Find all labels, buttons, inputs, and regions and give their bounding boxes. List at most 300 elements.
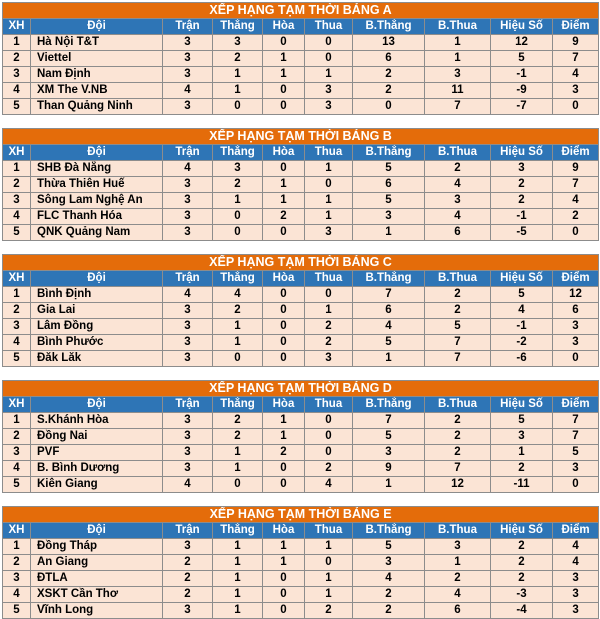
stat-cell: 6 (353, 303, 425, 319)
column-header: Đội (31, 523, 163, 539)
stat-cell: 1 (213, 67, 263, 83)
standings-table-group-d (2, 380, 599, 493)
stat-cell: 3 (553, 319, 599, 335)
stat-cell: -3 (491, 587, 553, 603)
stat-cell: 1 (263, 539, 305, 555)
stat-cell: 2 (213, 413, 263, 429)
team-name: FLC Thanh Hóa (31, 209, 163, 225)
column-header: B.Thua (425, 271, 491, 287)
standings-table-group-a (2, 2, 599, 115)
column-header: Thua (305, 523, 353, 539)
stat-cell: 3 (305, 351, 353, 367)
column-header: Điểm (553, 145, 599, 161)
stat-cell: 0 (263, 335, 305, 351)
table-row (3, 335, 599, 351)
table-row (3, 587, 599, 603)
stat-cell: 2 (353, 603, 425, 619)
stat-cell: 1 (353, 477, 425, 493)
stat-cell: 2 (353, 67, 425, 83)
stat-cell: 2 (491, 555, 553, 571)
column-header: Trận (163, 397, 213, 413)
stat-cell: 4 (425, 177, 491, 193)
stat-cell: 0 (305, 555, 353, 571)
column-header: XH (3, 397, 31, 413)
stat-cell: 3 (213, 35, 263, 51)
stat-cell: 3 (163, 225, 213, 241)
stat-cell: 3 (163, 413, 213, 429)
stat-cell: 1 (213, 555, 263, 571)
stat-cell: 4 (491, 303, 553, 319)
table-row (3, 209, 599, 225)
stat-cell: 3 (353, 209, 425, 225)
stat-cell: 5 (353, 335, 425, 351)
table-row (3, 193, 599, 209)
stat-cell: 4 (3, 335, 31, 351)
column-header: Hòa (263, 145, 305, 161)
team-name: Than Quảng Ninh (31, 99, 163, 115)
stat-cell: 2 (425, 161, 491, 177)
column-header: Điểm (553, 19, 599, 35)
stat-cell: 7 (553, 413, 599, 429)
stat-cell: 4 (305, 477, 353, 493)
stat-cell: 6 (353, 177, 425, 193)
stat-cell: 0 (263, 603, 305, 619)
stat-cell: 12 (491, 35, 553, 51)
stat-cell: 0 (305, 445, 353, 461)
stat-cell: 5 (3, 477, 31, 493)
stat-cell: 3 (553, 335, 599, 351)
stat-cell: 3 (3, 319, 31, 335)
stat-cell: 0 (263, 303, 305, 319)
stat-cell: 0 (305, 35, 353, 51)
stat-cell: 4 (553, 193, 599, 209)
stat-cell: 1 (263, 413, 305, 429)
stat-cell: 3 (553, 587, 599, 603)
column-header: Điểm (553, 397, 599, 413)
stat-cell: 0 (305, 177, 353, 193)
column-header: B.Thua (425, 19, 491, 35)
stat-cell: 7 (353, 413, 425, 429)
stat-cell: 0 (213, 209, 263, 225)
table-row (3, 177, 599, 193)
stat-cell: 7 (425, 99, 491, 115)
stat-cell: 1 (305, 67, 353, 83)
column-header: Trận (163, 19, 213, 35)
column-header: B.Thắng (353, 145, 425, 161)
table-row (3, 555, 599, 571)
stat-cell: 4 (3, 461, 31, 477)
stat-cell: 1 (305, 539, 353, 555)
stat-cell: 1 (305, 303, 353, 319)
stat-cell: -2 (491, 335, 553, 351)
stat-cell: 3 (305, 99, 353, 115)
stat-cell: 2 (553, 209, 599, 225)
stat-cell: 1 (213, 319, 263, 335)
column-header: Hòa (263, 523, 305, 539)
team-name: Nam Định (31, 67, 163, 83)
column-header: Đội (31, 145, 163, 161)
column-header: XH (3, 271, 31, 287)
stat-cell: 5 (425, 319, 491, 335)
stat-cell: 0 (305, 413, 353, 429)
stat-cell: 5 (353, 193, 425, 209)
column-header: Trận (163, 523, 213, 539)
table-row (3, 429, 599, 445)
standings-table-group-e (2, 506, 599, 619)
stat-cell: 1 (213, 193, 263, 209)
stat-cell: 1 (213, 83, 263, 99)
column-header: Trận (163, 271, 213, 287)
header-row (3, 19, 599, 35)
stat-cell: 3 (425, 539, 491, 555)
stat-cell: 0 (263, 461, 305, 477)
stat-cell: 3 (553, 603, 599, 619)
stat-cell: 7 (553, 51, 599, 67)
stat-cell: 0 (353, 99, 425, 115)
table-row (3, 225, 599, 241)
team-name: Hà Nội T&T (31, 35, 163, 51)
group-title: XẾP HẠNG TẠM THỜI BẢNG D (3, 381, 599, 397)
stat-cell: 2 (163, 587, 213, 603)
stat-cell: 4 (213, 287, 263, 303)
table-row (3, 83, 599, 99)
stat-cell: -1 (491, 209, 553, 225)
stat-cell: 1 (425, 555, 491, 571)
stat-cell: -9 (491, 83, 553, 99)
group-title: XẾP HẠNG TẠM THỜI BẢNG A (3, 3, 599, 19)
column-header: Thắng (213, 19, 263, 35)
stat-cell: 7 (425, 335, 491, 351)
team-name: Bình Phước (31, 335, 163, 351)
stat-cell: 1 (3, 413, 31, 429)
column-header: B.Thắng (353, 271, 425, 287)
table-spacer (2, 367, 598, 380)
stat-cell: 3 (163, 51, 213, 67)
stat-cell: 6 (553, 303, 599, 319)
stat-cell: 3 (553, 571, 599, 587)
column-header: Hiệu Số (491, 397, 553, 413)
stat-cell: 1 (263, 555, 305, 571)
table-row (3, 571, 599, 587)
team-name: B. Bình Dương (31, 461, 163, 477)
stat-cell: 1 (3, 539, 31, 555)
column-header: B.Thắng (353, 19, 425, 35)
table-row (3, 67, 599, 83)
stat-cell: 3 (163, 303, 213, 319)
stat-cell: 7 (425, 351, 491, 367)
column-header: Điểm (553, 271, 599, 287)
stat-cell: 4 (163, 287, 213, 303)
table-row (3, 539, 599, 555)
stat-cell: 3 (553, 461, 599, 477)
stat-cell: 2 (425, 303, 491, 319)
table-row (3, 99, 599, 115)
stat-cell: 0 (553, 99, 599, 115)
stat-cell: 5 (491, 413, 553, 429)
stat-cell: 2 (425, 413, 491, 429)
stat-cell: 2 (263, 209, 305, 225)
team-name: SHB Đà Nẵng (31, 161, 163, 177)
table-row (3, 461, 599, 477)
stat-cell: 3 (3, 445, 31, 461)
stat-cell: 2 (425, 429, 491, 445)
stat-cell: 3 (305, 83, 353, 99)
stat-cell: -1 (491, 319, 553, 335)
stat-cell: 1 (353, 351, 425, 367)
column-header: B.Thua (425, 523, 491, 539)
team-name: Viettel (31, 51, 163, 67)
stat-cell: 1 (3, 287, 31, 303)
stat-cell: 1 (305, 161, 353, 177)
stat-cell: 1 (263, 51, 305, 67)
column-header: XH (3, 145, 31, 161)
stat-cell: 5 (553, 445, 599, 461)
stat-cell: 3 (163, 319, 213, 335)
stat-cell: 3 (163, 603, 213, 619)
stat-cell: -11 (491, 477, 553, 493)
stat-cell: 4 (353, 571, 425, 587)
stat-cell: 7 (553, 177, 599, 193)
stat-cell: 6 (425, 603, 491, 619)
stat-cell: 4 (3, 209, 31, 225)
column-header: B.Thua (425, 145, 491, 161)
stat-cell: 4 (163, 83, 213, 99)
stat-cell: 2 (213, 429, 263, 445)
stat-cell: 2 (3, 51, 31, 67)
stat-cell: 3 (163, 35, 213, 51)
stat-cell: 0 (553, 477, 599, 493)
stat-cell: 2 (491, 539, 553, 555)
stat-cell: 3 (425, 193, 491, 209)
stat-cell: 6 (425, 225, 491, 241)
stat-cell: 2 (213, 177, 263, 193)
stat-cell: 2 (491, 571, 553, 587)
stat-cell: 5 (3, 225, 31, 241)
stat-cell: 0 (263, 99, 305, 115)
stat-cell: 9 (553, 35, 599, 51)
stat-cell: 3 (163, 351, 213, 367)
team-name: Đồng Tháp (31, 539, 163, 555)
team-name: PVF (31, 445, 163, 461)
stat-cell: 0 (553, 351, 599, 367)
stat-cell: 0 (263, 161, 305, 177)
stat-cell: 1 (213, 445, 263, 461)
stat-cell: 4 (3, 587, 31, 603)
stat-cell: 1 (425, 51, 491, 67)
stat-cell: 1 (213, 587, 263, 603)
stat-cell: 1 (353, 225, 425, 241)
team-name: S.Khánh Hòa (31, 413, 163, 429)
stat-cell: 2 (305, 319, 353, 335)
team-name: An Giang (31, 555, 163, 571)
stat-cell: 3 (163, 193, 213, 209)
stat-cell: 3 (3, 571, 31, 587)
stat-cell: 5 (353, 161, 425, 177)
stat-cell: 1 (263, 193, 305, 209)
stat-cell: 0 (263, 351, 305, 367)
stat-cell: 3 (163, 99, 213, 115)
table-row (3, 413, 599, 429)
column-header: Đội (31, 397, 163, 413)
column-header: Thua (305, 397, 353, 413)
table-spacer (2, 241, 598, 254)
standings-table-group-b (2, 128, 599, 241)
stat-cell: 3 (353, 445, 425, 461)
stat-cell: 0 (305, 287, 353, 303)
stat-cell: 2 (425, 287, 491, 303)
stat-cell: 4 (553, 555, 599, 571)
stat-cell: 0 (213, 99, 263, 115)
stat-cell: 1 (263, 429, 305, 445)
stat-cell: 4 (163, 477, 213, 493)
stat-cell: 2 (305, 603, 353, 619)
stat-cell: -4 (491, 603, 553, 619)
column-header: Trận (163, 145, 213, 161)
stat-cell: 0 (263, 477, 305, 493)
column-header: Đội (31, 271, 163, 287)
team-name: Bình Định (31, 287, 163, 303)
stat-cell: 1 (263, 177, 305, 193)
group-title: XẾP HẠNG TẠM THỜI BẢNG B (3, 129, 599, 145)
stat-cell: 3 (213, 161, 263, 177)
column-header: Thắng (213, 523, 263, 539)
stat-cell: 2 (425, 571, 491, 587)
stat-cell: 2 (491, 461, 553, 477)
stat-cell: 1 (305, 571, 353, 587)
team-name: XM The V.NB (31, 83, 163, 99)
stat-cell: 4 (353, 319, 425, 335)
stat-cell: 0 (553, 225, 599, 241)
stat-cell: 2 (163, 571, 213, 587)
stat-cell: 3 (163, 209, 213, 225)
stat-cell: 3 (163, 539, 213, 555)
table-row (3, 287, 599, 303)
stat-cell: 4 (553, 539, 599, 555)
header-row (3, 397, 599, 413)
stat-cell: 1 (305, 209, 353, 225)
stat-cell: 2 (353, 83, 425, 99)
table-spacer (2, 493, 598, 506)
header-row (3, 271, 599, 287)
stat-cell: 5 (353, 539, 425, 555)
stat-cell: -7 (491, 99, 553, 115)
team-name: Kiên Giang (31, 477, 163, 493)
stat-cell: 1 (213, 539, 263, 555)
column-header: Thua (305, 19, 353, 35)
stat-cell: 1 (305, 193, 353, 209)
stat-cell: 0 (213, 225, 263, 241)
stat-cell: 3 (163, 429, 213, 445)
stat-cell: 3 (163, 335, 213, 351)
stat-cell: 5 (3, 351, 31, 367)
table-row (3, 35, 599, 51)
stat-cell: 9 (553, 161, 599, 177)
stat-cell: 0 (263, 225, 305, 241)
stat-cell: 4 (163, 161, 213, 177)
team-name: ĐTLA (31, 571, 163, 587)
stat-cell: 2 (3, 429, 31, 445)
stat-cell: 4 (553, 67, 599, 83)
stat-cell: 5 (3, 99, 31, 115)
stat-cell: 1 (305, 587, 353, 603)
stat-cell: 1 (213, 461, 263, 477)
stat-cell: 7 (553, 429, 599, 445)
stat-cell: 4 (3, 83, 31, 99)
stat-cell: 3 (163, 177, 213, 193)
stat-cell: 2 (163, 555, 213, 571)
stat-cell: 1 (213, 335, 263, 351)
column-header: Thắng (213, 397, 263, 413)
column-header: Đội (31, 19, 163, 35)
stat-cell: 11 (425, 83, 491, 99)
stat-cell: 2 (305, 461, 353, 477)
stat-cell: 2 (263, 445, 305, 461)
stat-cell: 1 (491, 445, 553, 461)
stat-cell: 1 (3, 35, 31, 51)
stat-cell: 0 (263, 587, 305, 603)
group-title: XẾP HẠNG TẠM THỜI BẢNG C (3, 255, 599, 271)
stat-cell: 0 (213, 351, 263, 367)
stat-cell: 0 (213, 477, 263, 493)
stat-cell: 1 (425, 35, 491, 51)
stat-cell: 3 (163, 67, 213, 83)
stat-cell: 3 (163, 445, 213, 461)
table-row (3, 319, 599, 335)
stat-cell: 3 (3, 67, 31, 83)
stat-cell: 13 (353, 35, 425, 51)
stat-cell: 2 (3, 555, 31, 571)
column-header: B.Thắng (353, 523, 425, 539)
team-name: Gia Lai (31, 303, 163, 319)
column-header: XH (3, 523, 31, 539)
stat-cell: 1 (213, 571, 263, 587)
table-row (3, 303, 599, 319)
stat-cell: 1 (263, 67, 305, 83)
stat-cell: 0 (263, 83, 305, 99)
column-header: B.Thua (425, 397, 491, 413)
stat-cell: 5 (491, 51, 553, 67)
team-name: Sông Lam Nghệ An (31, 193, 163, 209)
stat-cell: 2 (491, 193, 553, 209)
stat-cell: 0 (263, 571, 305, 587)
stat-cell: 2 (213, 51, 263, 67)
stat-cell: -1 (491, 67, 553, 83)
stat-cell: 1 (3, 161, 31, 177)
stat-cell: 9 (353, 461, 425, 477)
stat-cell: 3 (163, 461, 213, 477)
stat-cell: 6 (353, 51, 425, 67)
stat-cell: 4 (425, 587, 491, 603)
stat-cell: 5 (3, 603, 31, 619)
stat-cell: 1 (213, 603, 263, 619)
stat-cell: 3 (491, 429, 553, 445)
stat-cell: 2 (213, 303, 263, 319)
table-spacer (2, 115, 598, 128)
header-row (3, 523, 599, 539)
stat-cell: 2 (425, 445, 491, 461)
group-title: XẾP HẠNG TẠM THỜI BẢNG E (3, 507, 599, 523)
table-row (3, 351, 599, 367)
stat-cell: 4 (425, 209, 491, 225)
stat-cell: 12 (425, 477, 491, 493)
team-name: Đăk Lăk (31, 351, 163, 367)
stat-cell: 12 (553, 287, 599, 303)
team-name: Đồng Nai (31, 429, 163, 445)
column-header: B.Thắng (353, 397, 425, 413)
stat-cell: 3 (353, 555, 425, 571)
stat-cell: 7 (353, 287, 425, 303)
table-row (3, 477, 599, 493)
